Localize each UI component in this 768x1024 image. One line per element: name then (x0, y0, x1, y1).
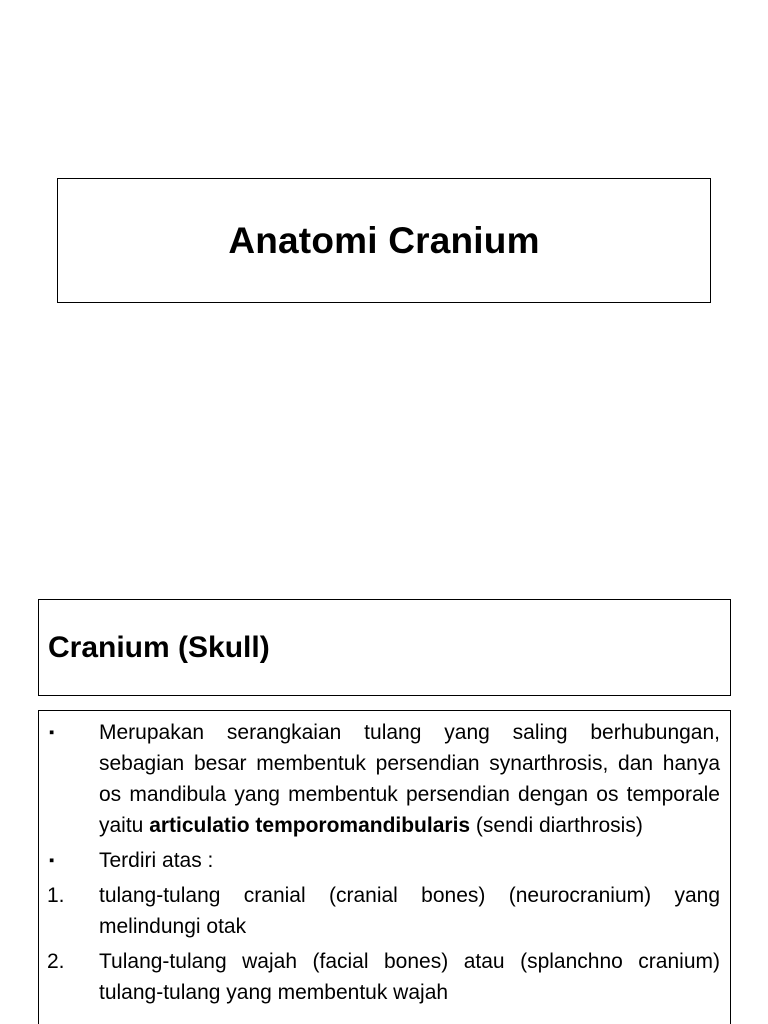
content-box (38, 710, 731, 1024)
list-item (39, 717, 730, 841)
section-heading-box (38, 599, 731, 696)
title-slide-box (57, 178, 711, 303)
list-item (39, 845, 730, 876)
list-number: 2. (47, 950, 65, 973)
bullet-text (99, 717, 720, 841)
list-item (39, 946, 730, 1008)
list-item (39, 880, 730, 942)
bullet-text-part: (sendi diarthrosis) (470, 814, 643, 837)
bullet-text: Terdiri atas : (99, 849, 214, 872)
bullet-square-icon: ▪ (49, 724, 55, 741)
bullet-text-part: Merupakan serangkaian tulang yang saling berhubungan, sebagian besar membentuk persendian synarthrosis, dan hanya os mandibula yang membentuk persendian dengan os temporale yaitu (99, 721, 720, 837)
slide-title: Anatomi Cranium (228, 219, 540, 261)
bullet-text-bold: articulatio temporomandibularis (149, 814, 471, 837)
list-number: 1. (47, 884, 65, 907)
bullet-text: Tulang-tulang wajah (facial bones) atau (splanchno cranium) tulang-tulang yang membentuk wajah (99, 950, 720, 1004)
bullet-text: tulang-tulang cranial (cranial bones) (neurocranium) yang melindungi otak (99, 884, 720, 938)
bullet-square-icon: ▪ (49, 852, 55, 869)
section-heading: Cranium (Skull) (48, 630, 270, 664)
